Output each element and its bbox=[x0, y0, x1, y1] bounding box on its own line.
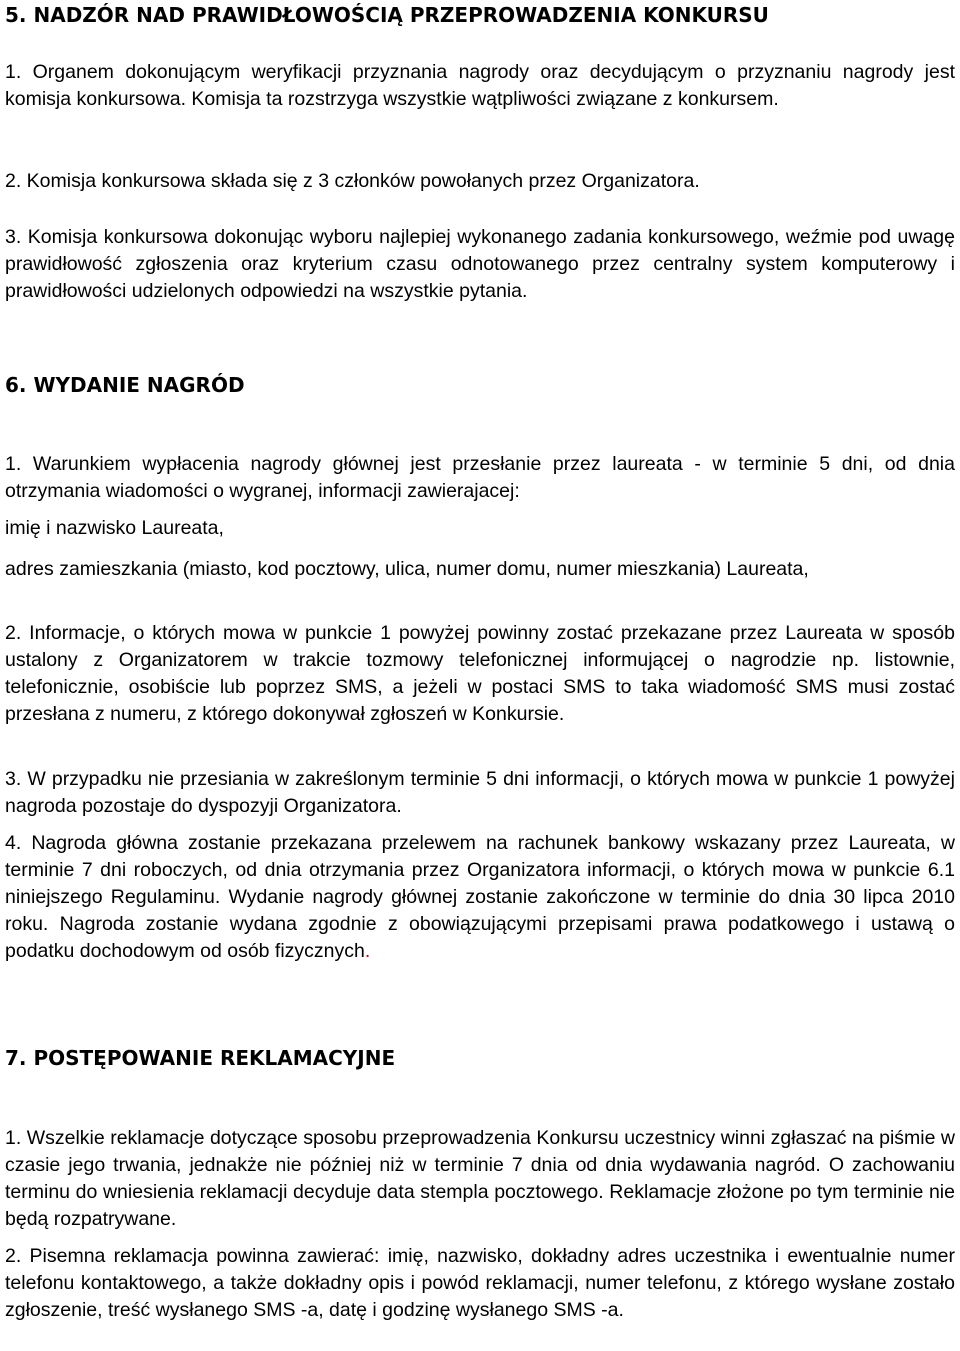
section-6-paragraph-3: 3. W przypadku nie przesiania w zakreślonym terminie 5 dni informacji, o których mowa w punkcie 1 powyżej nagroda pozostaje do dyspozyji Organizatora. bbox=[5, 768, 955, 817]
section-7-heading: 7. POSTĘPOWANIE REKLAMACYJNE bbox=[5, 1046, 396, 1070]
section-6-list-item-2: adres zamieszkania (miasto, kod pocztowy, ulica, numer domu, numer mieszkania) Laureata, bbox=[5, 558, 809, 580]
section-7-paragraph-2: 2. Pisemna reklamacja powinna zawierać: imię, nazwisko, dokładny adres uczestnika i ewentualnie numer telefonu kontaktowego, a także dokładny opis i powód reklamacji, numer telefonu, z którego wysłane zostało zgłoszenie, treść wysłanego SMS -a, datę i godzinę wysłanego SMS -a. bbox=[5, 1245, 955, 1321]
section-6-paragraph-2: 2. Informacje, o których mowa w punkcie 1 powyżej powinny zostać przekazane przez Laureata w sposób ustalony z Organizatorem w trakcie tozmowy telefonicznej informującej o nagrodzie np. listownie, telefonicznie, osobiście lub poprzez SMS, a jeżeli w postaci SMS to taka wiadomość SMS musi zostać przesłana z numeru, z którego dokonywał zgłoszeń w Konkursie. bbox=[5, 622, 955, 725]
section-6-heading: 6. WYDANIE NAGRÓD bbox=[5, 373, 245, 397]
section-5-paragraph-1: 1. Organem dokonującym weryfikacji przyznania nagrody oraz decydującym o przyznaniu nagrody jest komisja konkursowa. Komisja ta rozstrzyga wszystkie wątpliwości związane z konkursem. bbox=[5, 61, 955, 110]
section-5-paragraph-2: 2. Komisja konkursowa składa się z 3 członków powołanych przez Organizatora. bbox=[5, 170, 700, 192]
section-6-paragraph-4-end: . bbox=[364, 940, 371, 962]
section-6-paragraph-1: 1. Warunkiem wypłacenia nagrody głównej jest przesłanie przez laureata - w terminie 5 dni, od dnia otrzymania wiadomości o wygranej, informacji zawierajacej: bbox=[5, 453, 955, 502]
section-7-paragraph-1: 1. Wszelkie reklamacje dotyczące sposobu przeprowadzenia Konkursu uczestnicy winni zgłaszać na piśmie w czasie jego trwania, jednakże nie później niż w terminie 7 dnia od dnia wydawania nagród. O zachowaniu terminu do wniesienia reklamacji decyduje data stempla pocztowego. Reklamacje złożone po tym terminie nie będą rozpatrywane. bbox=[5, 1127, 955, 1230]
section-6-list-item-1: imię i nazwisko Laureata, bbox=[5, 517, 224, 539]
section-6-paragraph-4 bbox=[5, 830, 955, 965]
section-5-heading: 5. NADZÓR NAD PRAWIDŁOWOŚCIĄ PRZEPROWADZENIA KONKURSU bbox=[5, 3, 769, 27]
section-5-paragraph-3: 3. Komisja konkursowa dokonując wyboru najlepiej wykonanego zadania konkursowego, weźmie pod uwagę prawidłowość zgłoszenia oraz kryterium czasu odnotowanego przez centralny system komputerowy i prawidłowości udzielonych odpowiedzi na wszystkie pytania. bbox=[5, 226, 955, 302]
section-6-paragraph-4-text: 4. Nagroda główna zostanie przekazana przelewem na rachunek bankowy wskazany przez Laureata, w terminie 7 dni roboczych, od dnia otrzymania przez Organizatora informacji, o których mowa w punkcie 6.1 niniejszego Regulaminu. Wydanie nagrody głównej zostanie zakończone w terminie do dnia 30 lipca 2010 roku. Nagroda zostanie wydana zgodnie z obowiązującymi przepisami prawa podatkowego i ustawą o podatku dochodowym od osób fizycznych bbox=[5, 832, 955, 962]
